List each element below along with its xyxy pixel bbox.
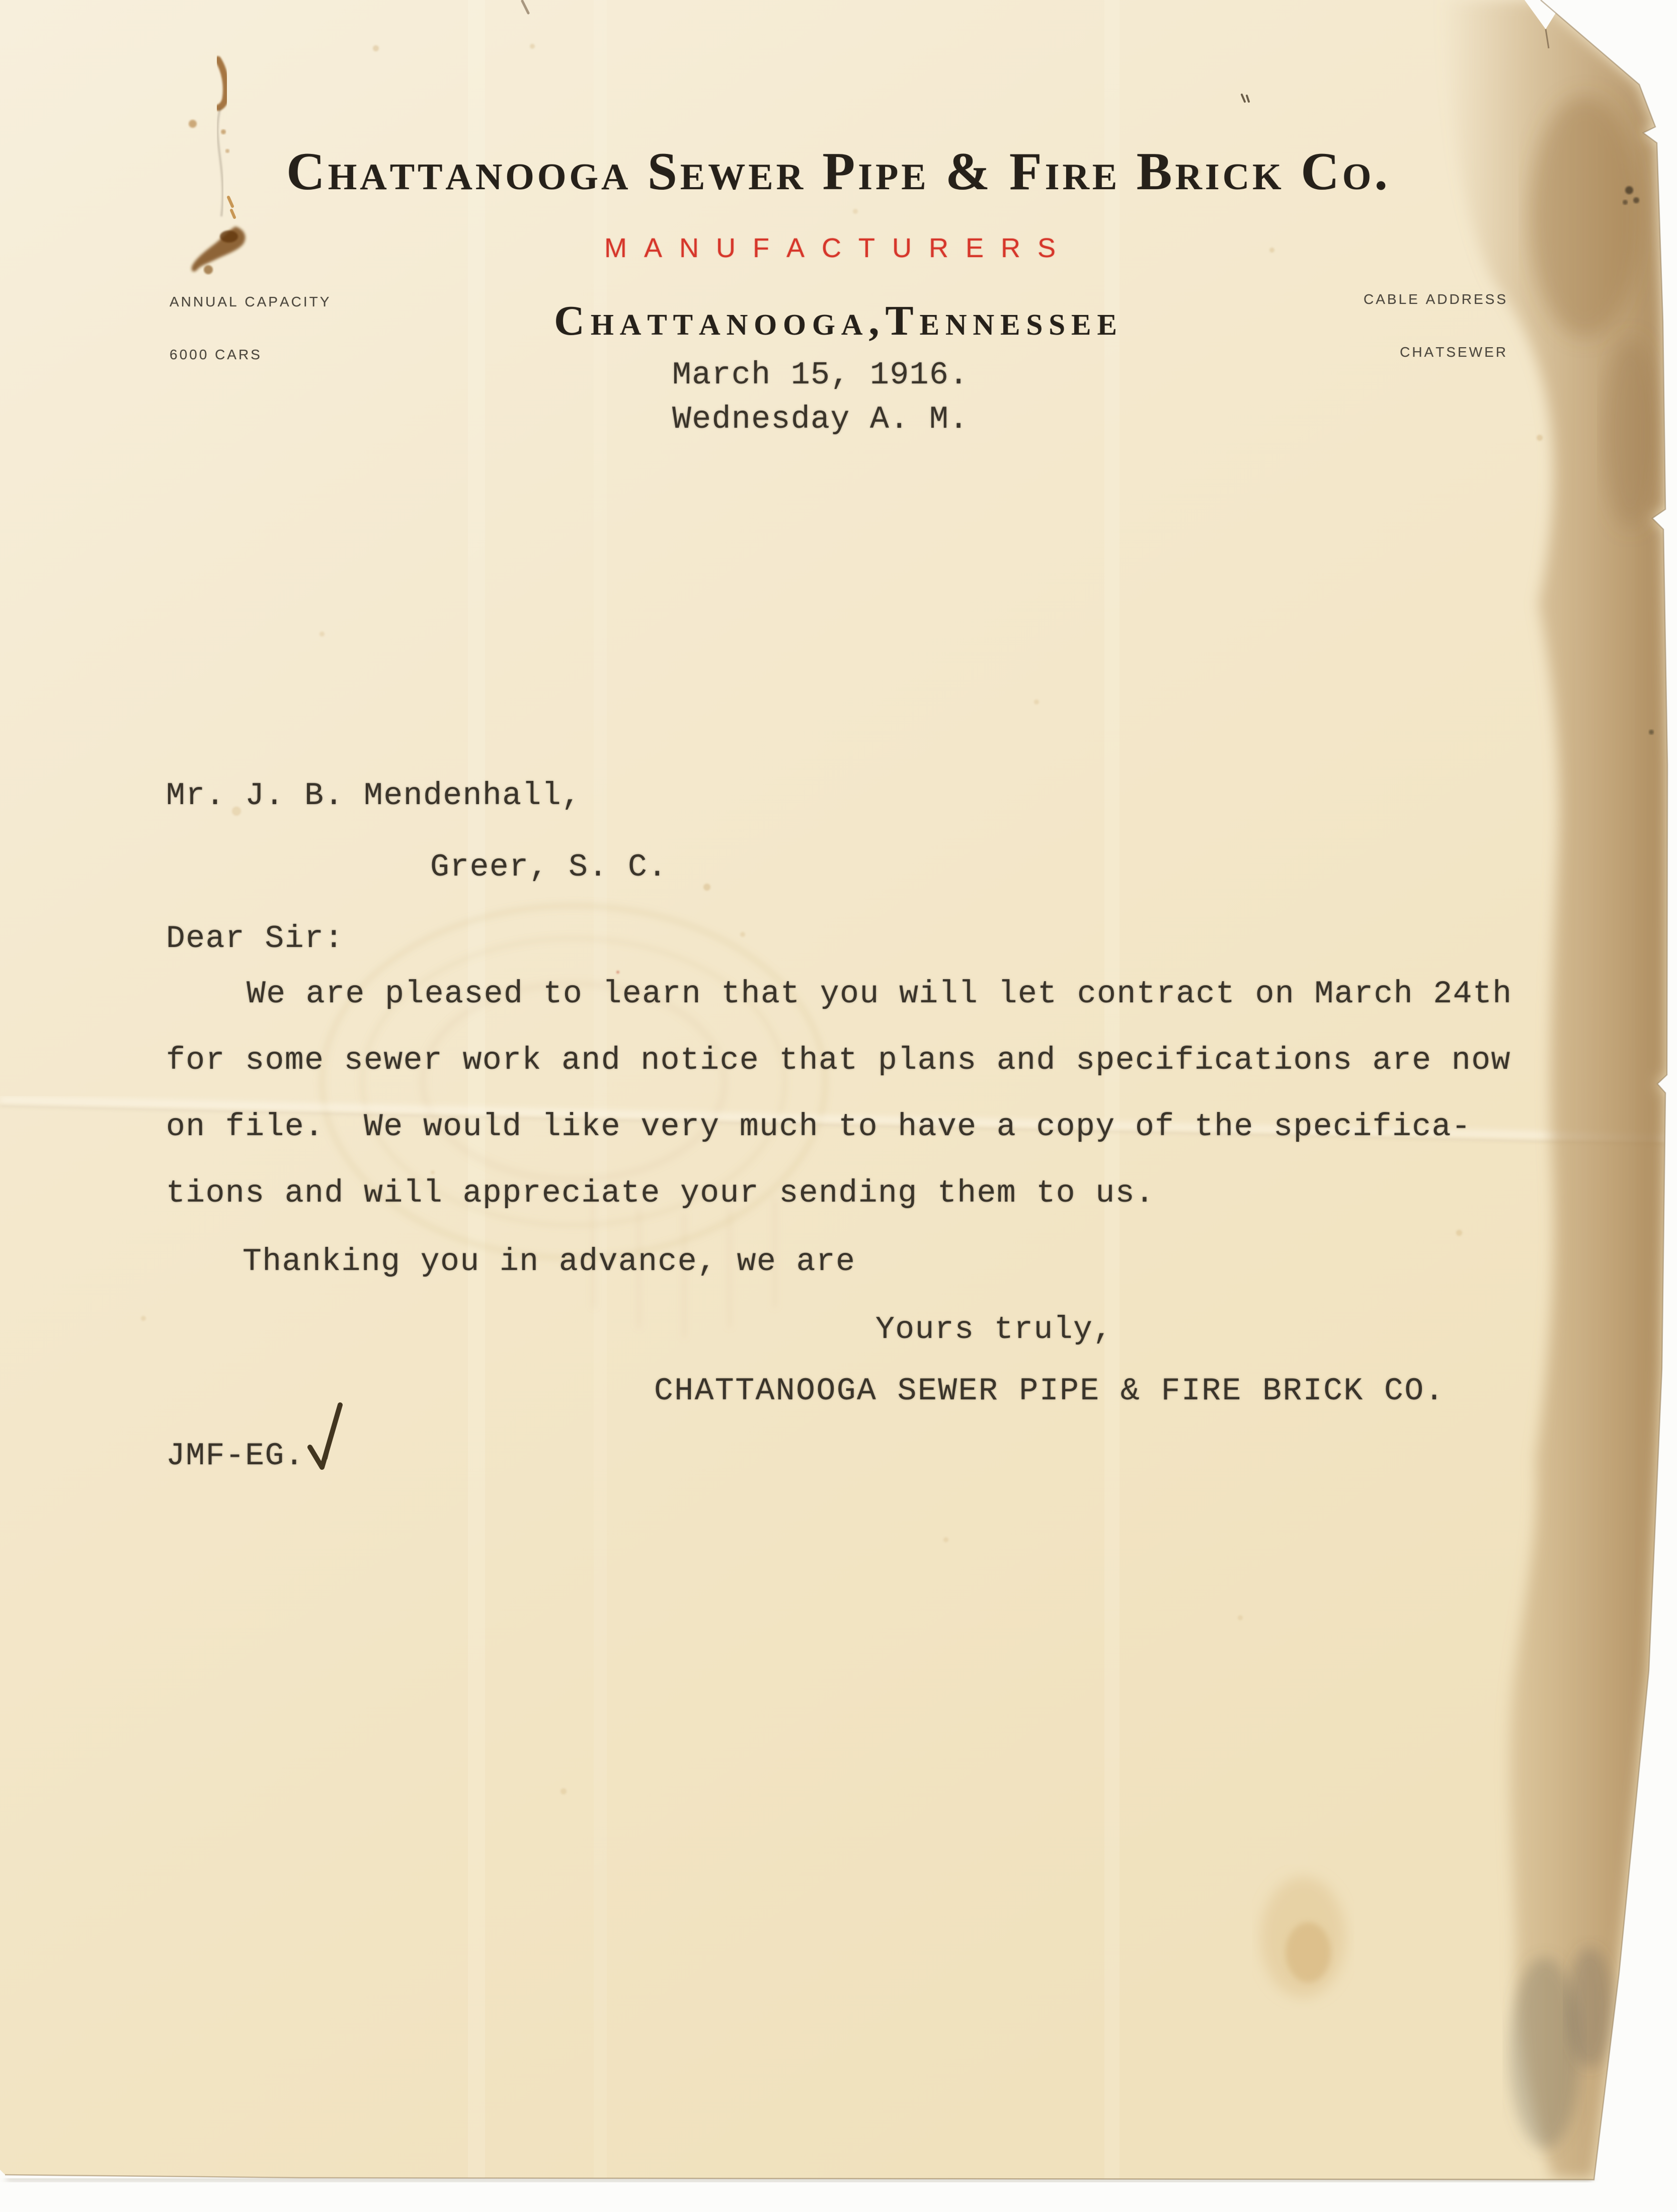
cable-address-block [1364,255,1508,396]
company-name: Chattanooga Sewer Pipe & Fire Brick Co. [286,142,1391,201]
typist-initials: JMF-EG. [166,1438,305,1474]
valediction-line: Yours truly, [875,1312,1113,1348]
date-line: March 15, 1916. [672,357,969,393]
body-line-2: for some sewer work and notice that plans and specifications are now [166,1043,1511,1078]
annual-capacity-line1: ANNUAL CAPACITY [170,294,332,309]
annual-capacity-block [170,258,331,399]
manufacturers-label: MANUFACTURERS [604,233,1073,263]
salutation-line: Dear Sir: [166,921,344,957]
cable-address-line1: CABLE ADDRESS [1364,291,1508,307]
signature-company-line: CHATTANOOGA SEWER PIPE & FIRE BRICK CO. [654,1373,1445,1409]
address-place-line: Greer, S. C. [430,849,668,885]
body-line-3: on file. We would like very much to have a copy of the specifica- [166,1109,1472,1145]
city-line: Chattanooga,Tennessee [554,297,1123,344]
body-line-1: We are pleased to learn that you will let contract on March 24th [247,976,1512,1012]
closing-line: Thanking you in advance, we are [243,1244,856,1280]
cable-address-line2: CHATSEWER [1400,344,1508,360]
addressee-line: Mr. J. B. Mendenhall, [166,778,582,814]
day-line: Wednesday A. M. [672,402,969,437]
annual-capacity-line2: 6000 CARS [170,347,262,362]
body-line-4: tions and will appreciate your sending them to us. [166,1175,1155,1211]
